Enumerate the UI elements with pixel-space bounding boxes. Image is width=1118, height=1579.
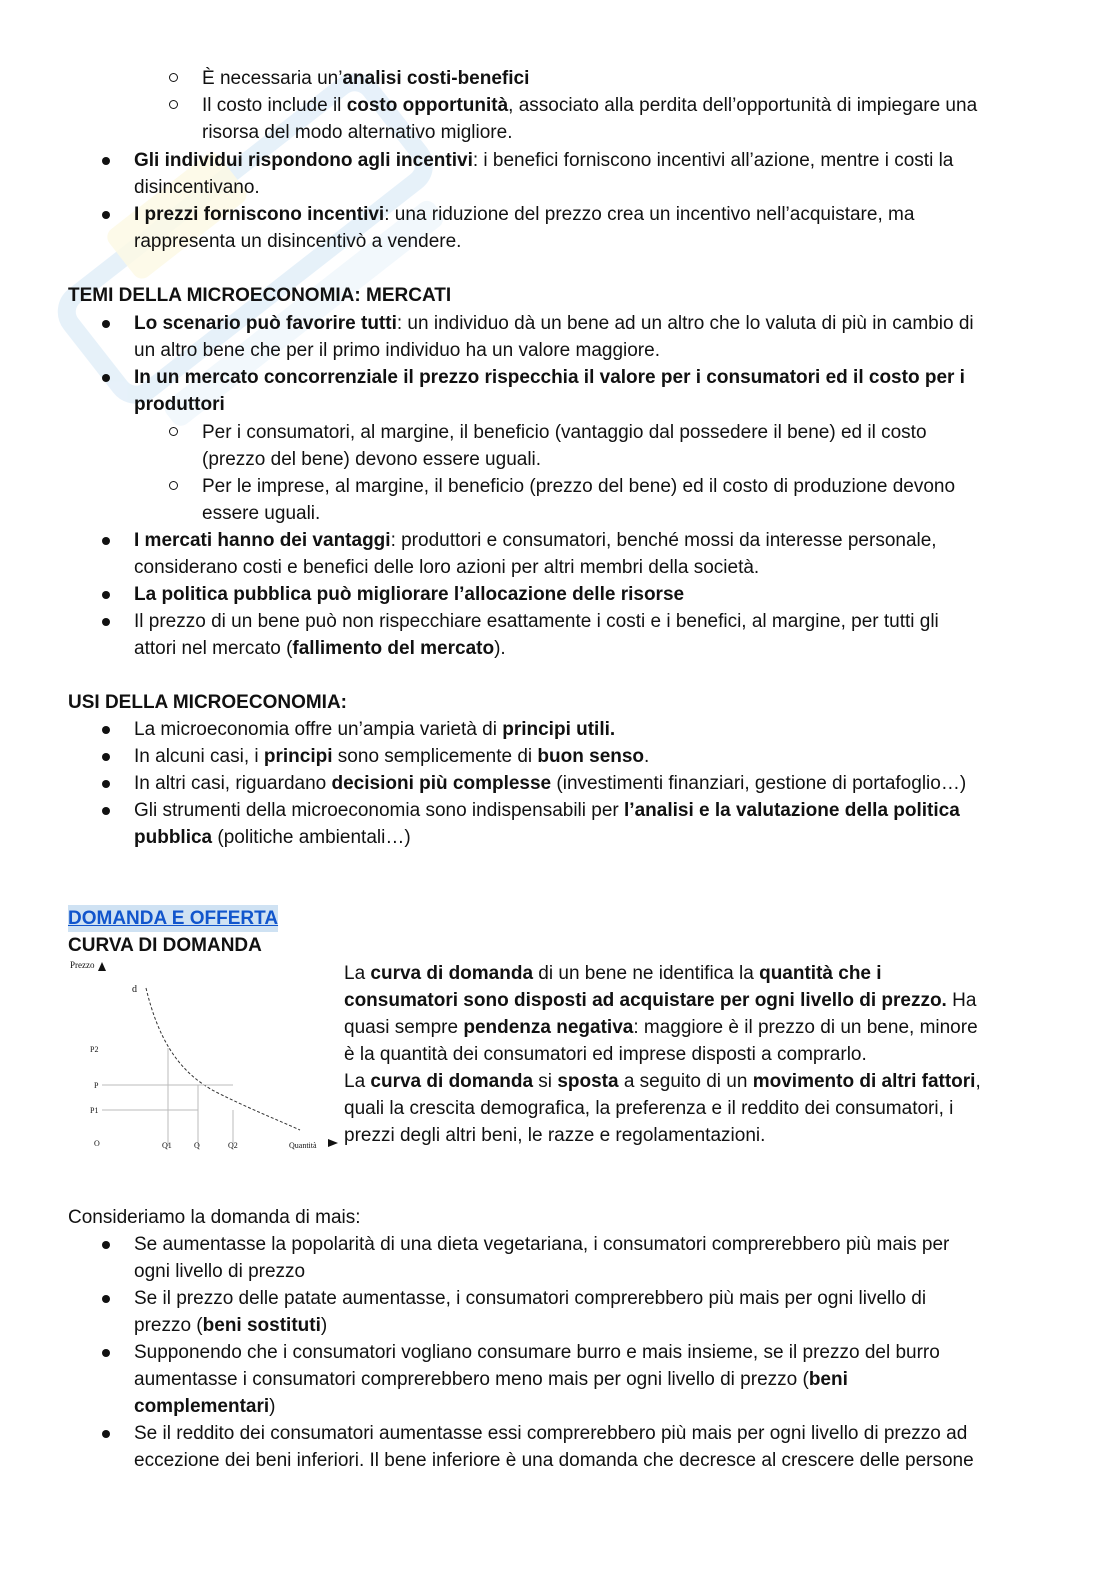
bullet bbox=[102, 1349, 110, 1357]
list-item-continuation: ogni livello di prezzo bbox=[134, 1261, 306, 1282]
y-axis-arrow bbox=[98, 962, 106, 971]
list-item: I mercati hanno dei vantaggi: produttori e consumatori, benché mossi da interesse personale, bbox=[134, 530, 937, 551]
y-axis-label: Prezzo bbox=[70, 960, 95, 970]
list-item: Se il prezzo delle patate aumentasse, i consumatori comprerebbero più mais per ogni livello di bbox=[134, 1288, 927, 1309]
list-item: Lo scenario può favorire tutti: un individuo dà un bene ad un altro che lo valuta di più in cambio di bbox=[134, 313, 974, 334]
y-tick-label: P2 bbox=[90, 1045, 99, 1054]
list-item-continuation: attori nel mercato (fallimento del mercato). bbox=[134, 638, 506, 659]
bullet bbox=[102, 374, 110, 382]
list-item-continuation: rappresenta un disincentivò a vendere. bbox=[134, 231, 462, 252]
paragraph-line: quali la crescita demografica, la preferenza e il reddito dei consumatori, i bbox=[344, 1098, 954, 1119]
curve-label: d bbox=[132, 984, 137, 995]
list-item: I prezzi forniscono incentivi: una riduzione del prezzo crea un incentivo nell’acquistare, ma bbox=[134, 204, 915, 225]
section-heading: USI DELLA MICROECONOMIA: bbox=[68, 692, 348, 713]
y-tick-label: P bbox=[94, 1081, 99, 1090]
bullet bbox=[102, 807, 110, 815]
section-heading: CURVA DI DOMANDA bbox=[68, 935, 262, 956]
demand-curve-chart bbox=[68, 958, 343, 1158]
x-tick-label: Q2 bbox=[228, 1141, 238, 1150]
list-item-continuation: disincentivano. bbox=[134, 177, 260, 198]
paragraph-line: prezzi degli altri beni, le razze e regolamentazioni. bbox=[344, 1125, 766, 1146]
sub-bullet bbox=[169, 481, 178, 490]
x-tick-label: O bbox=[94, 1139, 100, 1148]
list-item: Se il reddito dei consumatori aumentasse essi comprerebbero più mais per ogni livello di prezzo ad bbox=[134, 1423, 968, 1444]
paragraph-line: Consideriamo la domanda di mais: bbox=[68, 1207, 361, 1228]
bullet bbox=[102, 780, 110, 788]
list-item: In altri casi, riguardano decisioni più complesse (investimenti finanziari, gestione di portafoglio…) bbox=[134, 773, 967, 794]
sub-bullet bbox=[169, 100, 178, 109]
list-item-continuation: un altro bene che per il primo individuo ha un valore maggiore. bbox=[134, 340, 660, 361]
bullet bbox=[102, 157, 110, 165]
list-item: La politica pubblica può migliorare l’allocazione delle risorse bbox=[134, 584, 685, 605]
bullet bbox=[102, 1241, 110, 1249]
list-item-continuation: prezzo (beni sostituti) bbox=[134, 1315, 328, 1336]
list-item: Gli individui rispondono agli incentivi: i benefici forniscono incentivi all’azione, mentre i costi la bbox=[134, 150, 954, 171]
bullet bbox=[102, 753, 110, 761]
list-item-continuation: aumentasse i consumatori comprerebbero meno mais per ogni livello di prezzo (beni bbox=[134, 1369, 848, 1390]
demand-curve bbox=[146, 988, 300, 1130]
bullet bbox=[102, 320, 110, 328]
list-item: In alcuni casi, i principi sono semplicemente di buon senso. bbox=[134, 746, 650, 767]
paragraph-line: è la quantità dei consumatori ed imprese disposti a comprarlo. bbox=[344, 1044, 867, 1065]
list-item: Gli strumenti della microeconomia sono indispensabili per l’analisi e la valutazione della politica bbox=[134, 800, 960, 821]
sub-bullet bbox=[169, 427, 178, 436]
list-item: Supponendo che i consumatori vogliano consumare burro e mais insieme, se il prezzo del burro bbox=[134, 1342, 940, 1363]
bullet bbox=[102, 1295, 110, 1303]
paragraph-line: La curva di domanda si sposta a seguito di un movimento di altri fattori, bbox=[344, 1071, 981, 1092]
list-item-continuation: considerano costi e benefici delle loro azioni per altri membri della società. bbox=[134, 557, 760, 578]
list-item: Se aumentasse la popolarità di una dieta vegetariana, i consumatori comprerebbero più mais per bbox=[134, 1234, 950, 1255]
list-item: Per i consumatori, al margine, il beneficio (vantaggio dal possedere il bene) ed il costo bbox=[202, 422, 927, 443]
list-item-continuation: (prezzo del bene) devono essere uguali. bbox=[202, 449, 542, 470]
list-item-continuation: eccezione dei beni inferiori. Il bene inferiore è una domanda che decresce al crescere delle persone bbox=[134, 1450, 974, 1471]
paragraph-line: La curva di domanda di un bene ne identifica la quantità che i bbox=[344, 963, 882, 984]
section-link[interactable]: DOMANDA E OFFERTA bbox=[68, 905, 278, 932]
x-axis-label: Quantità bbox=[289, 1141, 317, 1150]
sub-bullet bbox=[169, 73, 178, 82]
list-item-continuation: risorsa del modo alternativo migliore. bbox=[202, 122, 513, 143]
bullet bbox=[102, 1430, 110, 1438]
paragraph-line: quasi sempre pendenza negativa: maggiore è il prezzo di un bene, minore bbox=[344, 1017, 978, 1038]
list-item: La microeconomia offre un’ampia varietà di principi utili. bbox=[134, 719, 616, 740]
list-item-continuation: complementari) bbox=[134, 1396, 276, 1417]
bullet bbox=[102, 618, 110, 626]
list-item: È necessaria un’analisi costi-benefici bbox=[202, 68, 530, 89]
list-item: In un mercato concorrenziale il prezzo rispecchia il valore per i consumatori ed il costo per i bbox=[134, 367, 965, 388]
section-heading: TEMI DELLA MICROECONOMIA: MERCATI bbox=[68, 285, 452, 306]
x-tick-label: Q bbox=[194, 1141, 200, 1150]
y-tick-label: P1 bbox=[90, 1106, 99, 1115]
bullet bbox=[102, 537, 110, 545]
bullet bbox=[102, 591, 110, 599]
bullet bbox=[102, 726, 110, 734]
list-item: Per le imprese, al margine, il beneficio (prezzo del bene) ed il costo di produzione devono bbox=[202, 476, 956, 497]
bullet bbox=[102, 211, 110, 219]
x-tick-label: Q1 bbox=[162, 1141, 172, 1150]
list-item-continuation: produttori bbox=[134, 394, 225, 415]
x-axis-arrow bbox=[328, 1139, 338, 1147]
list-item: Il prezzo di un bene può non rispecchiare esattamente i costi e i benefici, al margine, per tutti gli bbox=[134, 611, 939, 632]
list-item-continuation: pubblica (politiche ambientali…) bbox=[134, 827, 411, 848]
paragraph-line: consumatori sono disposti ad acquistare per ogni livello di prezzo. Ha bbox=[344, 990, 977, 1011]
list-item: Il costo include il costo opportunità, associato alla perdita dell’opportunità di impiegare una bbox=[202, 95, 978, 116]
list-item-continuation: essere uguali. bbox=[202, 503, 321, 524]
